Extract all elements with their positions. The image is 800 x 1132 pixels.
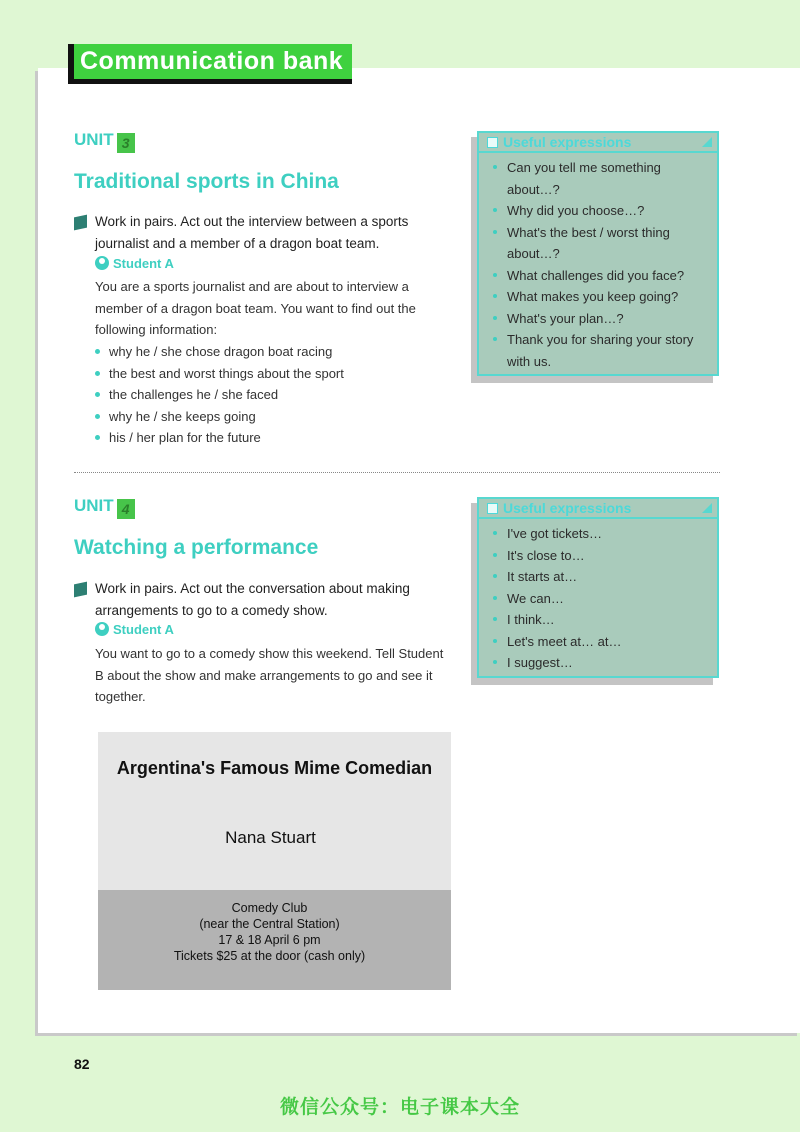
useful-expressions-box bbox=[477, 131, 719, 376]
student-label-text: Student A bbox=[113, 256, 174, 271]
student-icon bbox=[95, 622, 109, 636]
list-item: why he / she keeps going bbox=[95, 406, 344, 428]
expression-item: We can… bbox=[491, 588, 711, 610]
section-title: Watching a performance bbox=[74, 536, 319, 559]
task-description: You want to go to a comedy show this weekend. Tell Student B about the show and make arrangements to go and see it together. bbox=[95, 646, 444, 704]
task-description: You are a sports journalist and are about to interview a member of a dragon boat team. You want to find out the following information: bbox=[95, 279, 416, 337]
footer-note: 微信公众号：电子课本大全 bbox=[279, 1097, 520, 1118]
unit-word: UNIT bbox=[74, 130, 114, 149]
page-number: 82 bbox=[74, 1056, 90, 1072]
expressions-header: Useful expressions bbox=[479, 133, 717, 153]
corner-icon bbox=[702, 137, 712, 147]
expression-item: It's close to… bbox=[491, 545, 711, 567]
expression-item: I think… bbox=[491, 609, 711, 631]
location: (near the Central Station) bbox=[199, 917, 340, 931]
expression-item: Thank you for sharing your story with us. bbox=[491, 329, 711, 372]
ticket-info: Tickets $25 at the door (cash only) bbox=[173, 949, 366, 963]
date-time: 17 & 18 April 6 pm bbox=[218, 933, 321, 947]
student-label bbox=[95, 256, 174, 271]
expression-item: I suggest… bbox=[491, 652, 711, 674]
useful-expressions-box bbox=[477, 497, 719, 678]
expression-item: What's the best / worst thing about…? bbox=[491, 222, 711, 265]
corner-icon bbox=[702, 503, 712, 513]
unit-number-badge: 4 bbox=[117, 499, 135, 519]
student-label-text: Student A bbox=[113, 622, 174, 637]
show-poster bbox=[98, 732, 451, 990]
student-label bbox=[95, 622, 174, 637]
task-marker-icon bbox=[74, 582, 87, 598]
list-item: the challenges he / she faced bbox=[95, 384, 344, 406]
unit-number-badge: 3 bbox=[117, 133, 135, 153]
expressions-list bbox=[491, 523, 711, 674]
expression-item: Can you tell me something about…? bbox=[491, 157, 711, 200]
poster-title: Argentina's Famous Mime Comedian bbox=[116, 758, 433, 778]
task-instruction: Work in pairs. Act out the interview between a sports journalist and a member of a dragon boat team. bbox=[95, 214, 409, 251]
expression-item: What challenges did you face? bbox=[491, 265, 711, 287]
poster-info bbox=[98, 900, 441, 964]
unit-label bbox=[74, 496, 135, 519]
performer-name: Nana Stuart bbox=[225, 828, 316, 847]
section-title: Traditional sports in China bbox=[74, 170, 339, 193]
unit-word: UNIT bbox=[74, 496, 114, 515]
poster-info-panel bbox=[98, 890, 451, 990]
expressions-header: Useful expressions bbox=[479, 499, 717, 519]
list-item: why he / she chose dragon boat racing bbox=[95, 341, 344, 363]
expressions-list bbox=[491, 157, 711, 372]
task-marker-icon bbox=[74, 215, 87, 231]
student-icon bbox=[95, 256, 109, 270]
task-instruction: Work in pairs. Act out the conversation about making arrangements to go to a comedy show. bbox=[95, 581, 410, 618]
section-divider bbox=[74, 472, 720, 473]
info-list bbox=[95, 341, 344, 449]
bank-title: Communication bank bbox=[74, 44, 352, 79]
expression-item: What's your plan…? bbox=[491, 308, 711, 330]
list-item: the best and worst things about the sport bbox=[95, 363, 344, 385]
expression-item: What makes you keep going? bbox=[491, 286, 711, 308]
expression-item: Why did you choose…? bbox=[491, 200, 711, 222]
expression-item: I've got tickets… bbox=[491, 523, 711, 545]
expression-item: It starts at… bbox=[491, 566, 711, 588]
list-item: his / her plan for the future bbox=[95, 427, 344, 449]
unit-label bbox=[74, 130, 135, 153]
venue: Comedy Club bbox=[231, 901, 308, 915]
expression-item: Let's meet at… at… bbox=[491, 631, 711, 653]
